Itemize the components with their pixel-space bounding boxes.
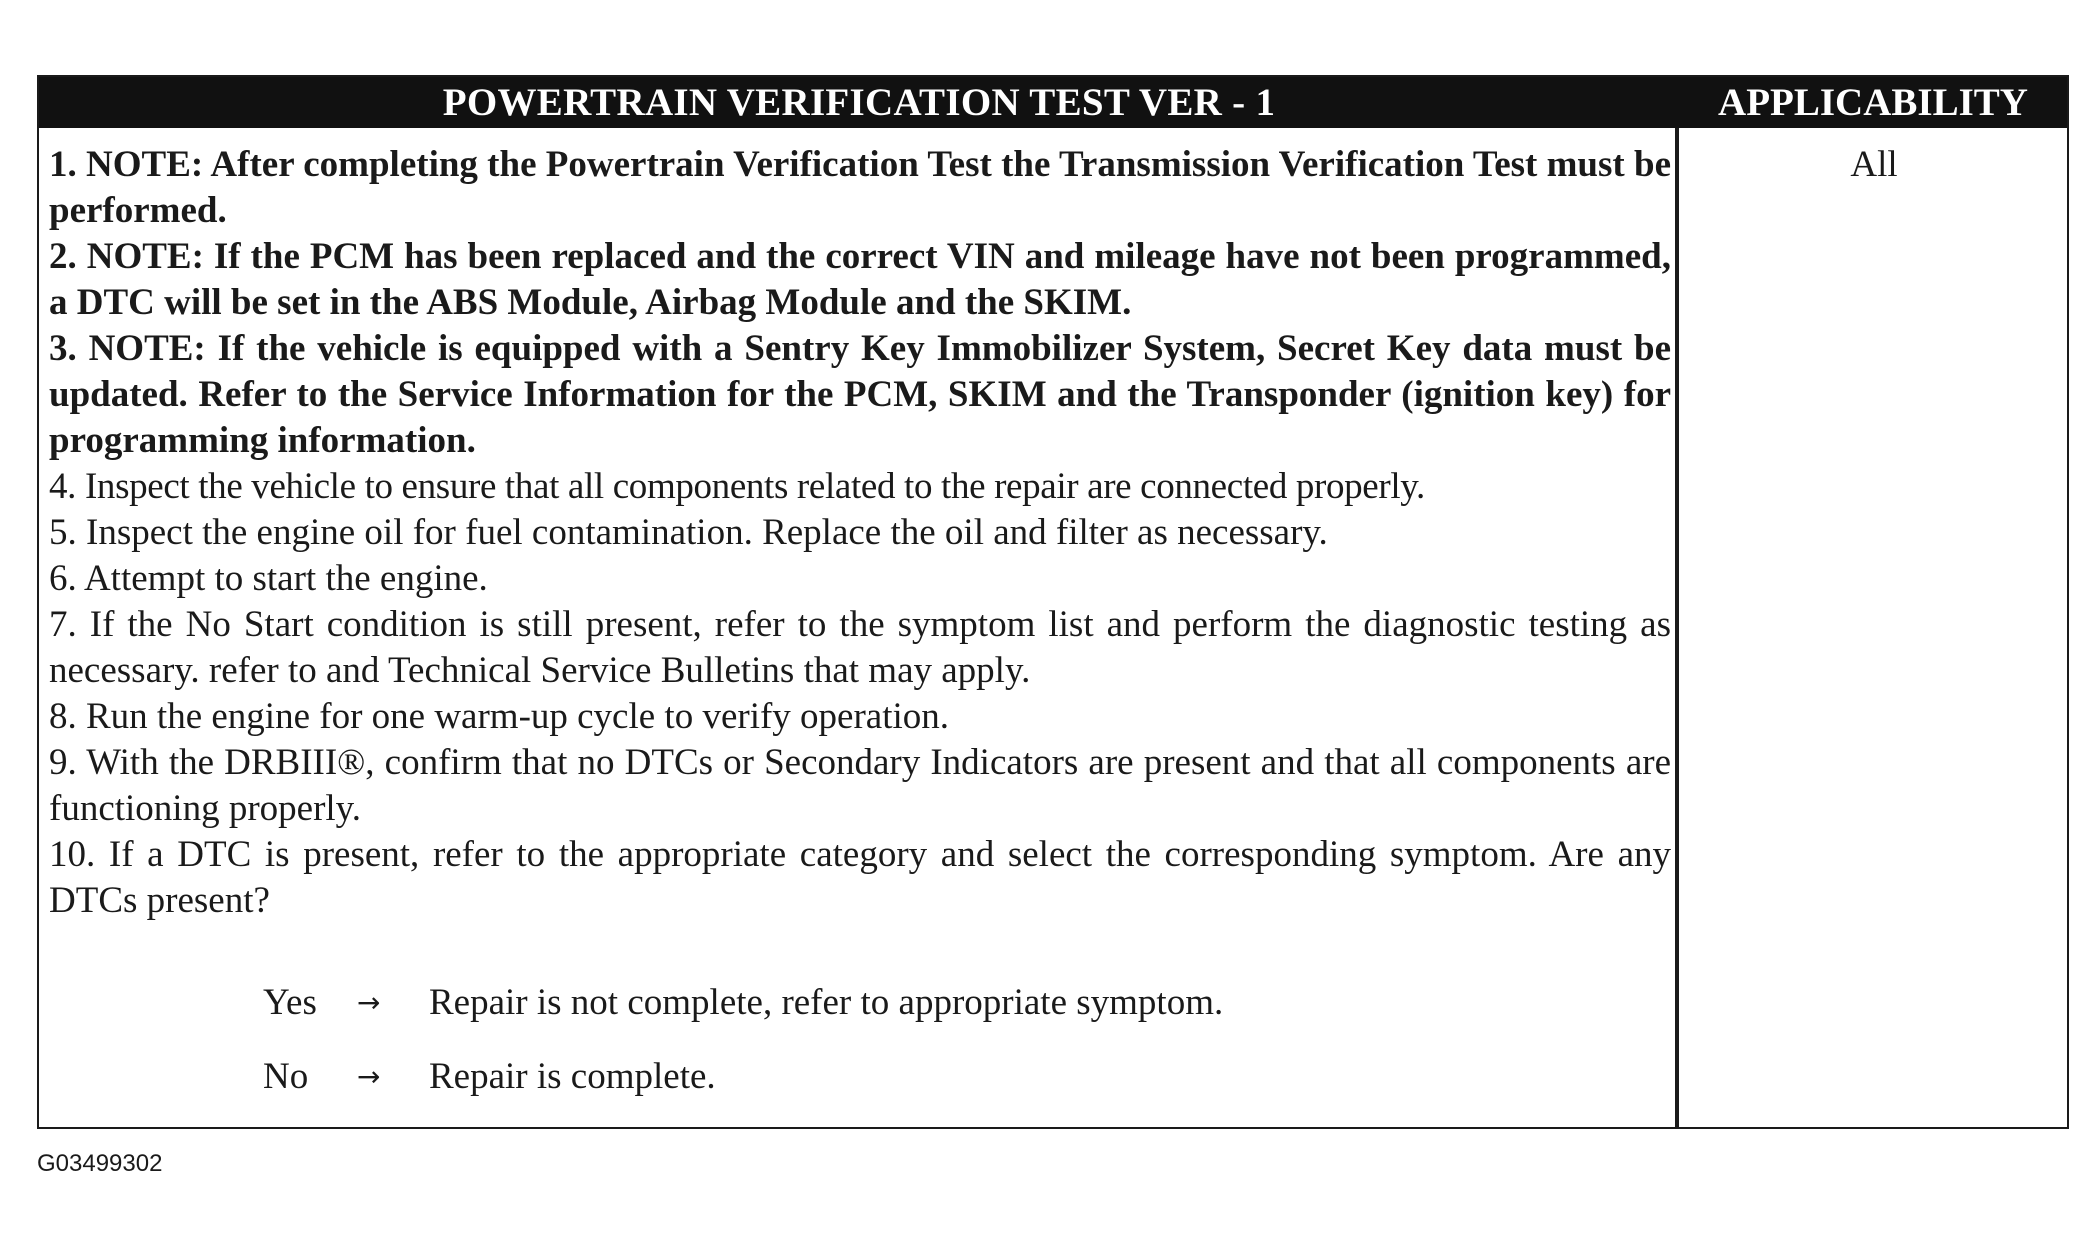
step-6: 6. Attempt to start the engine. xyxy=(49,558,488,599)
step-5: 5. Inspect the engine oil for fuel contamination. Replace the oil and filter as necessary. xyxy=(49,512,1328,553)
result-yes xyxy=(263,980,1223,1026)
procedure-title: POWERTRAIN VERIFICATION TEST VER - 1 xyxy=(442,81,1276,124)
result-options xyxy=(263,980,1223,1100)
figure-id: G03499302 xyxy=(37,1150,163,1177)
column-divider xyxy=(1675,128,1679,1129)
steps-cell xyxy=(49,142,1671,924)
result-no-label: No xyxy=(263,1056,309,1097)
result-yes-action: Repair is not complete, refer to appropriate symptom. xyxy=(429,982,1224,1023)
applicability-value: All xyxy=(1850,144,1898,185)
step-9: 9. With the DRBIII®, confirm that no DTCs or Secondary Indicators are present and that all components are functioning properly. xyxy=(49,742,1671,829)
procedure-table xyxy=(37,75,2069,1129)
result-no xyxy=(263,1054,1223,1100)
result-yes-label: Yes xyxy=(263,982,317,1023)
step-8: 8. Run the engine for one warm-up cycle to verify operation. xyxy=(49,696,950,737)
step-3: 3. NOTE: If the vehicle is equipped with a Sentry Key Immobilizer System, Secret Key data must be updated. Refer to the Service Information for the PCM, SKIM and the Transponder (ignition key) for programming information. xyxy=(49,328,1671,461)
step-10: 10. If a DTC is present, refer to the appropriate category and select the corresponding symptom. Are any DTCs present? xyxy=(49,834,1671,921)
right-arrow-icon: → xyxy=(357,1060,381,1093)
right-arrow-icon: → xyxy=(357,986,381,1019)
result-no-action: Repair is complete. xyxy=(429,1056,716,1097)
step-1: 1. NOTE: After completing the Powertrain Verification Test the Transmission Verification Test must be performed. xyxy=(49,144,1671,231)
applicability-header: APPLICABILITY xyxy=(1718,81,2028,124)
table-header xyxy=(39,77,2067,128)
step-2: 2. NOTE: If the PCM has been replaced and the correct VIN and mileage have not been programmed, a DTC will be set in the ABS Module, Airbag Module and the SKIM. xyxy=(49,236,1671,323)
step-7: 7. If the No Start condition is still present, refer to the symptom list and perform the diagnostic testing as necessary. refer to and Technical Service Bulletins that may apply. xyxy=(49,604,1671,691)
step-4: 4. Inspect the vehicle to ensure that all components related to the repair are connected properly. xyxy=(49,466,1425,507)
